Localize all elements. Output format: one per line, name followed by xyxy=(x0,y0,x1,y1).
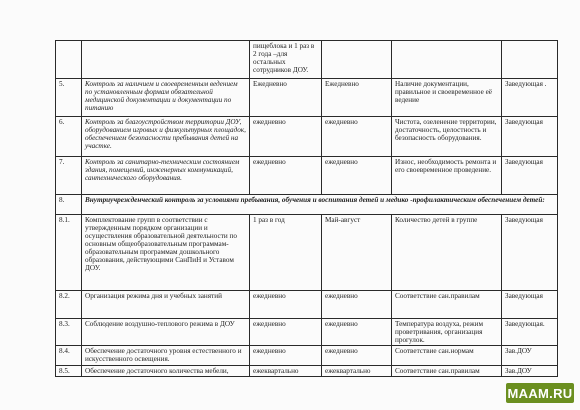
control-content-cell: Обеспечение достаточного уровня естественного и искусственного освещения. xyxy=(82,346,250,366)
row-number: 8.2. xyxy=(56,291,82,319)
maam-watermark-logo xyxy=(506,383,574,403)
periodicity-cell: ежедневно xyxy=(250,319,322,346)
row-number: 8. xyxy=(56,195,82,215)
table-row xyxy=(56,157,558,195)
result-cell: Чистота, озеленение территории, достаточность, целостность и безопасность оборудования. xyxy=(392,117,502,157)
result-cell: Износ, необходимость ремонта и его своевременное проведение. xyxy=(392,157,502,195)
table-row xyxy=(56,215,558,291)
table-row xyxy=(56,366,558,377)
periodicity-cell: пищеблока и 1 раз в 2 года –для остальных сотрудников ДОУ. xyxy=(250,41,322,79)
periodicity-cell: ежедневно xyxy=(250,117,322,157)
responsible-cell: Заведующая. xyxy=(502,319,558,346)
row-number: 8.5. xyxy=(56,366,82,377)
periodicity-cell: ежеквартально xyxy=(250,366,322,377)
table-row xyxy=(56,79,558,117)
control-content-cell: Комплектование групп в соответствии с утвержденным порядком организации и осуществления образовательной деятельности по основным общеобразовательным программам-образовательным программам дошкольного образования, действующими СанПиН и Уставом ДОУ. xyxy=(82,215,250,291)
row-number: 6. xyxy=(56,117,82,157)
periodicity-cell: 1 раз в год xyxy=(250,215,322,291)
responsible-cell: Заведующая xyxy=(502,117,558,157)
periodicity-cell: ежедневно xyxy=(250,346,322,366)
result-cell xyxy=(392,41,502,79)
responsible-cell: Заведующая xyxy=(502,157,558,195)
table-row xyxy=(56,346,558,366)
dates-cell: ежедневно xyxy=(322,291,392,319)
dates-cell: ежедневно xyxy=(322,319,392,346)
responsible-cell: Зав.ДОУ xyxy=(502,346,558,366)
row-number: 8.1. xyxy=(56,215,82,291)
row-number: 7. xyxy=(56,157,82,195)
responsible-cell: Заведующая xyxy=(502,291,558,319)
dates-cell: Май-август xyxy=(322,215,392,291)
row-number: 5. xyxy=(56,79,82,117)
row-number xyxy=(56,41,82,79)
table-row xyxy=(56,319,558,346)
control-content-cell: Контроль за наличием и своевременным ведением по установленным формам обязательной медицинской документации и документации по питанию xyxy=(82,79,250,117)
result-cell: Соответствие сан.правилам xyxy=(392,366,502,377)
result-cell: Соответствие сан.правилам xyxy=(392,291,502,319)
dates-cell xyxy=(322,41,392,79)
dates-cell: ежедневно xyxy=(322,346,392,366)
result-cell: Температура воздуха, режим проветривания, организация прогулок. xyxy=(392,319,502,346)
table-row xyxy=(56,41,558,79)
control-content-cell: Соблюдение воздушно-теплового режима в ДОУ xyxy=(82,319,250,346)
control-content-cell: Контроль за санитарно-техническим состоянием здания, помещений, инженерных коммуникаций, сантехнического оборудования. xyxy=(82,157,250,195)
dates-cell: ежеквартально xyxy=(322,366,392,377)
result-cell: Количество детей в группе xyxy=(392,215,502,291)
responsible-cell xyxy=(502,41,558,79)
responsible-cell: Заведующая . xyxy=(502,79,558,117)
control-content-cell xyxy=(82,41,250,79)
result-cell: Наличие документации, правильное и своевременное её ведение xyxy=(392,79,502,117)
dates-cell: ежедневно xyxy=(322,157,392,195)
watermark-text: MAAM.RU xyxy=(507,385,573,401)
control-plan-table xyxy=(55,40,558,377)
control-content-cell: Обеспечение достаточного количества мебели, xyxy=(82,366,250,377)
dates-cell: Ежедневно xyxy=(322,79,392,117)
dates-cell: ежедневно xyxy=(322,117,392,157)
periodicity-cell: Ежедневно xyxy=(250,79,322,117)
control-content-cell: Организация режима дня и учебных занятий xyxy=(82,291,250,319)
table-row xyxy=(56,195,558,215)
control-content-cell: Контроль за благоустройством территории ДОУ, оборудованием игровых и физкультурных площадок, обеспечением безопасности пребывания детей на участке. xyxy=(82,117,250,157)
periodicity-cell: ежедневно xyxy=(250,157,322,195)
table-row xyxy=(56,117,558,157)
section-heading: Внутриучрежденческий контроль за условиями пребывания, обучения и воспитания детей и медико -профилактическим обеспечением детей: xyxy=(82,195,558,215)
row-number: 8.4. xyxy=(56,346,82,366)
result-cell: Соответствие сан.нормам xyxy=(392,346,502,366)
responsible-cell: Зав.ДОУ xyxy=(502,366,558,377)
row-number: 8.3. xyxy=(56,319,82,346)
table-row xyxy=(56,291,558,319)
responsible-cell: Заведующая xyxy=(502,215,558,291)
periodicity-cell: ежедневно xyxy=(250,291,322,319)
